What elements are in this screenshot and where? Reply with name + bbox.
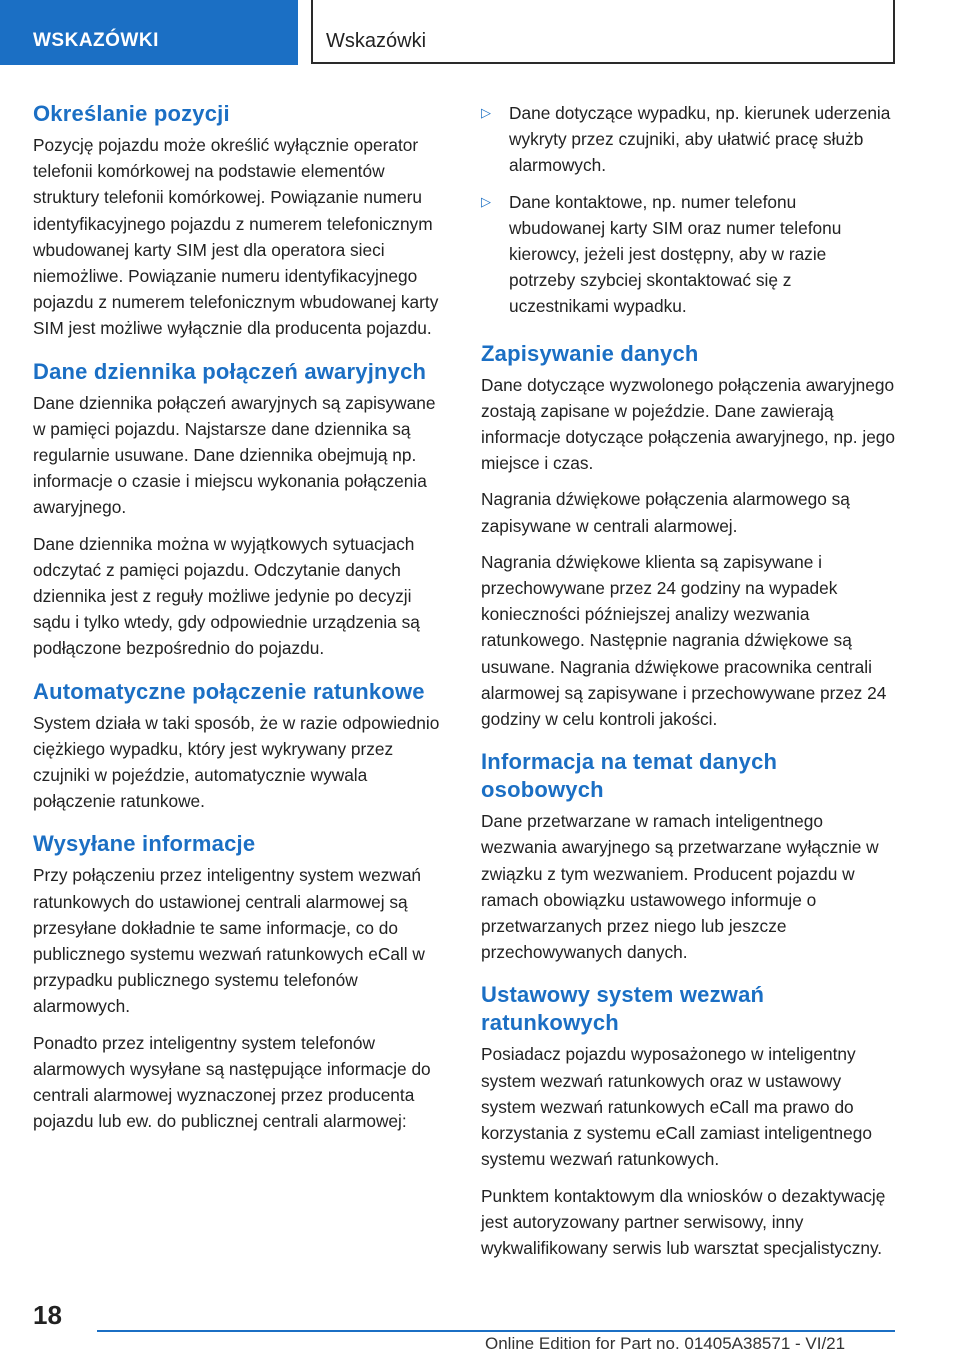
- left-column: [33, 100, 448, 1151]
- heading-log-data: Dane dziennika połączeń awaryjnych: [33, 358, 427, 384]
- triangle-right-icon: ▷: [481, 193, 491, 209]
- heading-sent-info: Wysyłane informacje: [33, 831, 256, 857]
- heading-auto-call: Automatyczne połączenie ratunkowe: [33, 678, 425, 704]
- list-item: [481, 100, 896, 179]
- section-personal-data: [481, 748, 896, 965]
- heading-personal-data: Informacja na temat danych osobowych: [481, 749, 778, 803]
- section-statutory-ecall: [481, 981, 896, 1261]
- section-data-storage: [481, 340, 896, 733]
- list-item: [481, 189, 896, 320]
- section-position: [33, 100, 448, 342]
- section-log-data: [33, 358, 448, 662]
- list-item-text: Dane kontaktowe, np. numer telefonu wbudowanej karty SIM oraz numer telefonu kierowcy, jeżeli jest dostępny, aby w razie potrzeby szybciej skontaktować się z uczestnikami wypadku.: [509, 191, 842, 317]
- page-number: 18: [33, 1300, 62, 1330]
- paragraph: Dane przetwarzane w ramach inteligentnego wezwania awaryjnego są przetwarzane wyłącznie w związku z tym wezwaniem. Producent pojazdu w ramach obowiązku ustawowego informuje o przetwarzanych przez niego lub jeszcze przechowywanych danych.: [481, 811, 879, 963]
- paragraph: Posiadacz pojazdu wyposażonego w inteligentny system wezwań ratunkowych oraz w ustawowy system wezwań ratunkowych eCall ma prawo do korzystania z systemu eCall zamiast inteligentnego systemu wezwań ratunkowych.: [481, 1044, 872, 1170]
- paragraph: System działa w taki sposób, że w razie odpowiednio ciężkiego wypadku, który jest wykrywany przez czujniki w pojeździe, automatycznie wywala połączenie ratunkowe.: [33, 712, 440, 812]
- triangle-right-icon: ▷: [481, 105, 491, 120]
- paragraph: Ponadto przez inteligentny system telefonów alarmowych wysyłane są następujące informacje do centrali alarmowej wyznaczonej przez producenta pojazdu lub ew. do publicznej centrali alarmowej:: [33, 1032, 431, 1132]
- paragraph: Nagrania dźwiękowe połączenia alarmowego są zapisywane w centrali alarmowej.: [481, 489, 850, 536]
- paragraph: Pozycję pojazdu może określić wyłącznie operator telefonii komórkowej na podstawie elementów struktury telefonii komórkowej. Powiązanie numeru identyfikacyjnego pojazdu z numerem telefonicznym wbudowanej karty SIM jest dla operatora sieci niemożliwe. Powiązanie numeru identyfikacyjnego pojazdu z numerem telefonicznym wbudowanej karty SIM jest możliwe wyłącznie dla producenta pojazdu.: [33, 135, 439, 339]
- paragraph: Punktem kontaktowym dla wniosków o dezaktywację jest autoryzowany partner serwisowy, inny wykwalifikowany serwis lub warsztat specjalistyczny.: [481, 1185, 886, 1258]
- section-auto-call: [33, 678, 448, 815]
- paragraph: Dane dziennika można w wyjątkowych sytuacjach odczytać z pamięci pojazdu. Odczytanie danych dziennika jest z reguły możliwe jedynie po decyzji sądu i tylko wtedy, gdy odpowiednie urządzenia są podłączone bezpośrednio do pojazdu.: [33, 533, 420, 659]
- paragraph: Dane dotyczące wyzwolonego połączenia awaryjnego zostają zapisane w pojeździe. Dane zawierają informacje dotyczące połączenia awaryjnego, np. jego miejsce i czas.: [481, 374, 896, 474]
- footer-divider: [97, 1330, 895, 1332]
- right-column: [481, 100, 896, 1277]
- page-header-title: Wskazówki: [311, 0, 895, 64]
- paragraph: Dane dziennika połączeń awaryjnych są zapisywane w pamięci pojazdu. Najstarsze dane dziennika są regularnie usuwane. Dane dziennika obejmują np. informacje o czasie i miejscu wykonania połączenia awaryjnego.: [33, 392, 436, 518]
- paragraph: Przy połączeniu przez inteligentny system wezwań ratunkowych do ustawionej centrali alarmowej są przesyłane dokładnie te same informacje, co do publicznego systemu wezwań ratunkowych eCall w przypadku publicznego systemu telefonów alarmowych.: [33, 865, 425, 1017]
- bullet-list: [481, 100, 896, 320]
- heading-data-storage: Zapisywanie danych: [481, 340, 699, 366]
- paragraph: Nagrania dźwiękowe klienta są zapisywane i przechowywane przez 24 godziny na wypadek konieczności późniejszej analizy wezwania ratunkowego. Następnie nagrania dźwiękowe są usuwane. Nagrania dźwiękowe pracownika centrali alarmowej są zapisywane i przechowywane przez 24 godziny w celu kontroli jakości.: [481, 551, 887, 730]
- chapter-tab: WSKAZÓWKI: [0, 0, 298, 65]
- heading-statutory-ecall: Ustawowy system wezwań ratunkowych: [481, 982, 765, 1036]
- section-sent-info: [33, 830, 448, 1134]
- list-item-text: Dane dotyczące wypadku, np. kierunek uderzenia wykryty przez czujniki, aby ułatwić pracę służb alarmowych.: [509, 103, 891, 176]
- heading-position: Określanie pozycji: [33, 101, 230, 126]
- footer-edition: Online Edition for Part no. 01405A38571 - VI/21: [485, 1334, 846, 1353]
